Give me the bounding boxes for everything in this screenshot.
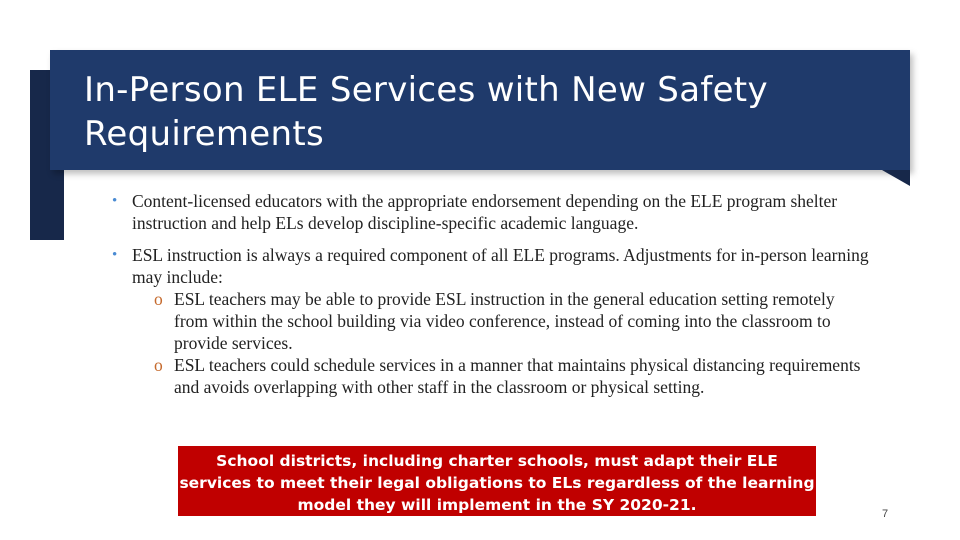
bullet-text: Content-licensed educators with the appropriate endorsement depending on the ELE program shelter instruction and help ELs develop discipline-specific academic language. [132, 191, 838, 233]
sub-bullet-item [112, 288, 872, 354]
sub-bullet-icon: o [154, 355, 163, 375]
sub-bullet-icon: o [154, 289, 163, 309]
sub-bullet-item [112, 354, 872, 398]
sub-bullet-text: ESL teachers could schedule services in a manner that maintains physical distancing requirements and avoids overlapping with other staff in the classroom or physical setting. [174, 355, 861, 397]
bullet-icon: • [112, 193, 118, 209]
bullet-item [112, 190, 872, 234]
bullet-item [112, 244, 872, 288]
page-number: 7 [882, 508, 889, 520]
slide-body [112, 190, 872, 398]
title-fold-right [882, 170, 910, 186]
bullet-icon: • [112, 247, 118, 263]
sub-bullet-text: ESL teachers may be able to provide ESL instruction in the general education setting remotely from within the school building via video conference, instead of coming into the classroom to provide services. [174, 289, 835, 353]
slide-title: In-Person ELE Services with New Safety Requirements [84, 70, 768, 154]
callout-box: School districts, including charter schools, must adapt their ELE services to meet their legal obligations to ELs regardless of the learning model they will implement in the SY 2020-21. [178, 446, 816, 516]
bullet-text: ESL instruction is always a required component of all ELE programs. Adjustments for in-person learning may include: [132, 245, 869, 287]
